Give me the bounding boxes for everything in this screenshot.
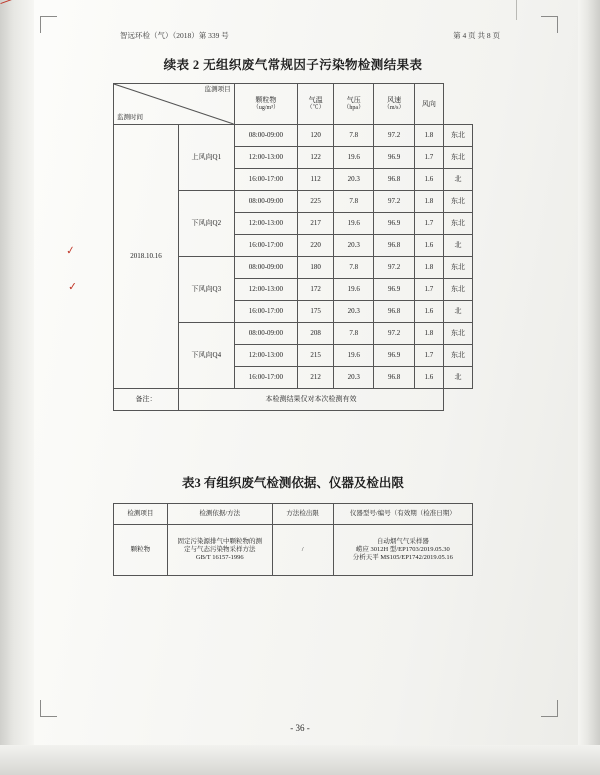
t3-item-cell: 颗粒物 [114,525,168,576]
point-label-q2: 下风向Q2 [179,191,235,257]
t3-col-item: 检测项目 [114,504,168,525]
crop-mark-bottom-left [40,700,57,717]
method-line-1: 固定污染源排气中颗粒物的测 [177,537,263,545]
pm-cell: 120 [298,125,334,147]
time-cell: 08:00-09:00 [234,125,298,147]
scan-edge-left [0,0,34,775]
sampling-date: 2018.10.16 [114,125,179,389]
temp-cell: 20.3 [334,235,374,257]
point-label-q3: 下风向Q3 [179,257,235,323]
time-cell: 08:00-09:00 [234,191,298,213]
remark-row [114,389,473,411]
time-cell: 12:00-13:00 [234,213,298,235]
table-row [114,125,473,147]
crop-mark-top-left [40,16,57,33]
winddir-cell: 北 [443,367,472,389]
t3-col-method: 检测依据/方法 [167,504,272,525]
temp-cell: 19.6 [334,147,374,169]
col-header-pm-unit: （ug/m³） [252,104,279,111]
col-header-pm [234,84,298,125]
windspeed-cell: 1.8 [414,125,443,147]
scan-edge-right [578,0,600,775]
t3-method-cell [167,525,272,576]
table3-row [114,525,473,576]
winddir-cell: 北 [443,235,472,257]
pressure-cell: 96.9 [374,345,414,367]
winddir-cell: 东北 [443,323,472,345]
time-cell: 12:00-13:00 [234,345,298,367]
temp-cell: 7.8 [334,191,374,213]
crop-mark-bottom-right [541,700,558,717]
col-header-temp-name: 气温 [308,95,323,104]
col-header-windspeed-name: 风速 [387,95,402,104]
col-header-winddir-name: 风向 [421,99,436,108]
temp-cell: 19.6 [334,279,374,301]
col-header-windspeed-unit: （m/s） [383,104,405,111]
pm-cell: 212 [298,367,334,389]
page-indicator: 第 4 页 共 8 页 [453,31,500,40]
table3-title: 表3 有组织废气检测依据、仪器及检出限 [182,476,404,490]
windspeed-cell: 1.6 [414,367,443,389]
t3-col-limit: 方法检出限 [272,504,333,525]
margin-annotation-1: ✓ [65,244,77,258]
time-cell: 08:00-09:00 [234,323,298,345]
remark-text: 本检测结果仅对本次检测有效 [179,389,444,411]
windspeed-cell: 1.6 [414,235,443,257]
pm-cell: 172 [298,279,334,301]
t3-col-instrument: 仪器型号/编号（有效期（检准日期） [333,504,472,525]
winddir-cell: 东北 [443,147,472,169]
table3-header-row [114,504,473,525]
table2-corner-header [114,84,235,125]
table3 [113,503,473,576]
time-cell: 16:00-17:00 [234,169,298,191]
time-cell: 08:00-09:00 [234,257,298,279]
col-header-winddir [414,84,443,125]
col-header-pm-name: 颗粒物 [255,95,277,104]
windspeed-cell: 1.7 [414,345,443,367]
pressure-cell: 96.9 [374,279,414,301]
point-label-q4: 下风向Q4 [179,323,235,389]
pressure-cell: 96.9 [374,213,414,235]
pm-cell: 220 [298,235,334,257]
page-header [58,30,528,41]
windspeed-cell: 1.8 [414,191,443,213]
time-cell: 16:00-17:00 [234,235,298,257]
temp-cell: 20.3 [334,301,374,323]
pressure-cell: 96.8 [374,367,414,389]
instrument-line-1: 自动烟气气采样器 [376,537,429,545]
col-header-pressure-name: 气压 [346,95,361,104]
col-header-windspeed [374,84,414,125]
scan-edge-bottom [0,745,600,775]
corner-bottom-label: 监测时间 [117,113,143,121]
table2 [113,83,473,411]
margin-annotation-2: ✓ [67,280,78,294]
report-number: 智远环检（气）（2018）第 339 号 [120,31,229,40]
winddir-cell: 东北 [443,257,472,279]
temp-cell: 20.3 [334,169,374,191]
instrument-line-3: 分析天平 MS105/EP1742/2019.05.16 [352,554,453,562]
corner-top-label: 监测项目 [204,86,231,93]
pm-cell: 175 [298,301,334,323]
instrument-line-2: 崂应 3012H 型/EP1703/2019.05.30 [355,545,450,553]
winddir-cell: 东北 [443,279,472,301]
col-header-pressure-unit: （hpa） [343,104,365,111]
winddir-cell: 东北 [443,345,472,367]
pressure-cell: 96.8 [374,169,414,191]
table-header-row [114,84,473,125]
temp-cell: 7.8 [334,323,374,345]
method-line-3: GB/T 16157-1996 [195,554,244,562]
temp-cell: 7.8 [334,125,374,147]
page-number: - 36 - [290,723,310,733]
pm-cell: 215 [298,345,334,367]
pressure-cell: 97.2 [374,323,414,345]
winddir-cell: 北 [443,301,472,323]
pressure-cell: 96.8 [374,301,414,323]
time-cell: 16:00-17:00 [234,367,298,389]
windspeed-cell: 1.7 [414,213,443,235]
col-header-temp-unit: （℃） [306,104,325,111]
winddir-cell: 东北 [443,191,472,213]
temp-cell: 19.6 [334,213,374,235]
time-cell: 12:00-13:00 [234,279,298,301]
winddir-cell: 东北 [443,125,472,147]
temp-cell: 20.3 [334,367,374,389]
windspeed-cell: 1.8 [414,257,443,279]
pressure-cell: 97.2 [374,257,414,279]
pm-cell: 208 [298,323,334,345]
col-header-pressure [334,84,374,125]
remark-label: 备注： [114,389,179,411]
method-line-2: 定与气态污染物采样方法 [184,545,256,553]
windspeed-cell: 1.6 [414,301,443,323]
pm-cell: 112 [298,169,334,191]
pm-cell: 217 [298,213,334,235]
crop-mark-top-right [541,16,558,33]
col-header-temp [298,84,334,125]
pm-cell: 225 [298,191,334,213]
page-fold-mark [516,0,517,20]
point-label-q1: 上风向Q1 [179,125,235,191]
time-cell: 12:00-13:00 [234,147,298,169]
temp-cell: 19.6 [334,345,374,367]
windspeed-cell: 1.6 [414,169,443,191]
time-cell: 16:00-17:00 [234,301,298,323]
pm-cell: 180 [298,257,334,279]
t3-limit-cell: / [272,525,333,576]
windspeed-cell: 1.7 [414,147,443,169]
page-content [58,30,528,576]
windspeed-cell: 1.8 [414,323,443,345]
t3-instrument-cell [333,525,472,576]
temp-cell: 7.8 [334,257,374,279]
pressure-cell: 96.9 [374,147,414,169]
winddir-cell: 东北 [443,213,472,235]
pressure-cell: 97.2 [374,191,414,213]
windspeed-cell: 1.7 [414,279,443,301]
winddir-cell: 北 [443,169,472,191]
pressure-cell: 97.2 [374,125,414,147]
pm-cell: 122 [298,147,334,169]
table2-title: 续表 2 无组织废气常规因子污染物检测结果表 [163,58,423,72]
pressure-cell: 96.8 [374,235,414,257]
